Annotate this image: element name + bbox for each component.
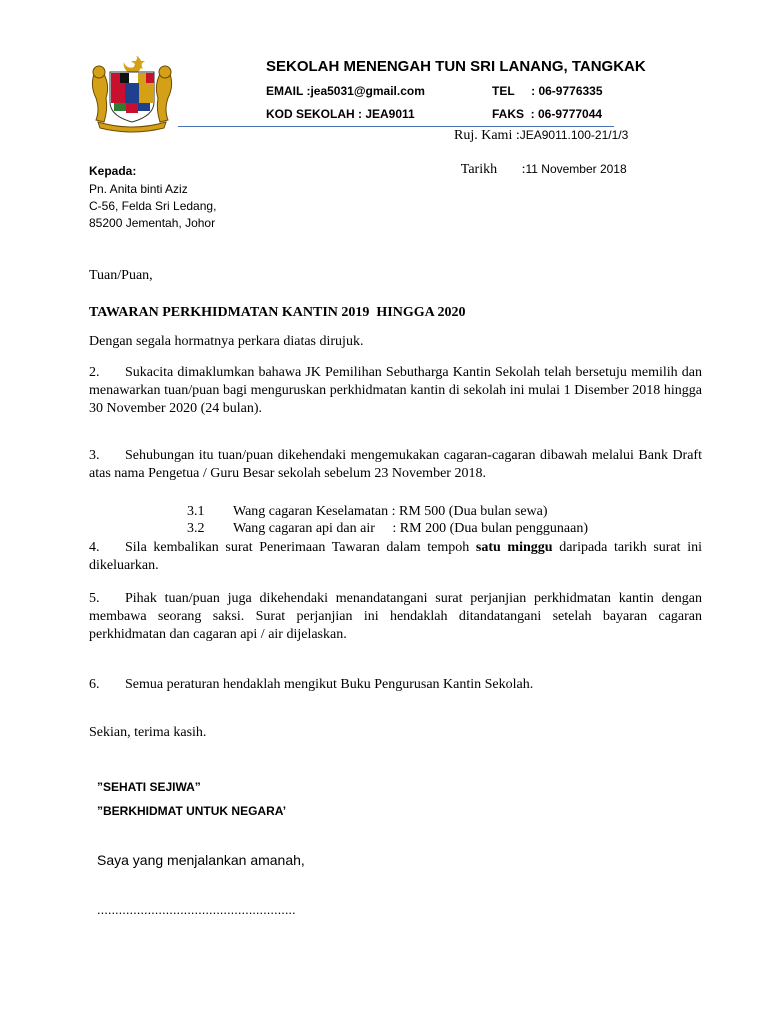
paragraph-number: 4.	[89, 540, 100, 555]
school-fax: FAKS : 06-9777044	[492, 107, 603, 121]
signature-line: .......................................................	[97, 902, 296, 917]
recipient-name: Pn. Anita binti Aziz	[89, 182, 188, 196]
motto-line-1: ”SEHATI SEJIWA”	[97, 780, 201, 794]
letter-subject: TAWARAN PERKHIDMATAN KANTIN 2019 HINGGA 2020	[89, 305, 466, 320]
school-email: EMAIL :jea5031@gmail.com	[266, 84, 425, 98]
date-label: Tarikh :	[460, 162, 526, 177]
emphasis-text: satu minggu	[475, 540, 553, 555]
letterhead-divider	[178, 126, 614, 127]
paragraph-text: Sehubungan itu tuan/puan dikehendaki mengemukakan cagaran-cagaran dibawah melalui Bank Draft atas nama Pengetua / Guru Besar sekolah sebelum 23 November 2018.	[89, 448, 702, 481]
paragraph-text-end: daripada tarikh surat ini dikeluarkan.	[89, 540, 702, 573]
letter-date	[454, 146, 627, 178]
reference-value: JEA9011.100-21/1/3	[519, 128, 629, 142]
signoff-phrase: Saya yang menjalankan amanah,	[97, 852, 305, 868]
reference-number	[454, 128, 628, 144]
motto-line-2: ”BERKHIDMAT UNTUK NEGARA’	[97, 804, 287, 818]
paragraph-4	[89, 539, 702, 575]
recipient-heading: Kepada:	[89, 164, 137, 178]
school-code: KOD SEKOLAH : JEA9011	[266, 107, 415, 121]
paragraph-number: 6.	[89, 677, 100, 692]
paragraph-3	[89, 447, 702, 483]
paragraph-2	[89, 364, 702, 418]
school-name: SEKOLAH MENENGAH TUN SRI LANANG, TANGKAK	[266, 58, 646, 75]
reference-label: Ruj. Kami :	[454, 128, 520, 143]
paragraph-6	[89, 676, 702, 694]
paragraph-text: Sila kembalikan surat Penerimaan Tawaran dalam tempoh	[125, 540, 476, 555]
school-telephone: TEL : 06-9776335	[492, 84, 603, 98]
date-value: 11 November 2018	[525, 162, 627, 176]
paragraph-text: Pihak tuan/puan juga dikehendaki menandatangani surat perjanjian perkhidmatan kantin dengan membawa seorang saksi. Surat perjanjian ini hendaklah ditandatangani setelah bayaran cagaran perkhidmatan dan cagaran api / air dijelaskan.	[89, 591, 702, 642]
salutation: Tuan/Puan,	[89, 268, 153, 283]
intro-paragraph: Dengan segala hormatnya perkara diatas dirujuk.	[89, 334, 364, 349]
deposit-item-3-2	[180, 502, 588, 538]
item-text: Wang cagaran api dan air : RM 200 (Dua bulan penggunaan)	[233, 521, 588, 536]
closing-line: Sekian, terima kasih.	[89, 725, 207, 740]
item-text: Wang cagaran Keselamatan : RM 500 (Dua bulan sewa)	[233, 504, 548, 519]
paragraph-number: 5.	[89, 591, 100, 606]
recipient-address-line1: C-56, Felda Sri Ledang,	[89, 199, 217, 213]
paragraph-number: 3.	[89, 448, 100, 463]
paragraph-5	[89, 590, 702, 644]
recipient-address-line2: 85200 Jementah, Johor	[89, 216, 216, 230]
paragraph-number: 2.	[89, 365, 100, 380]
paragraph-text: Semua peraturan hendaklah mengikut Buku Pengurusan Kantin Sekolah.	[125, 677, 534, 692]
item-number: 3.1	[187, 504, 205, 519]
item-number: 3.2	[187, 521, 205, 536]
paragraph-text: Sukacita dimaklumkan bahawa JK Pemilihan Sebutharga Kantin Sekolah telah bersetuju memilih dan menawarkan tuan/puan bagi menguruskan perkhidmatan kantin di sekolah ini mulai 1 Disember 2018 hingga 30 November 2020 (24 bulan).	[89, 365, 702, 416]
coat-of-arms-icon	[86, 52, 178, 134]
